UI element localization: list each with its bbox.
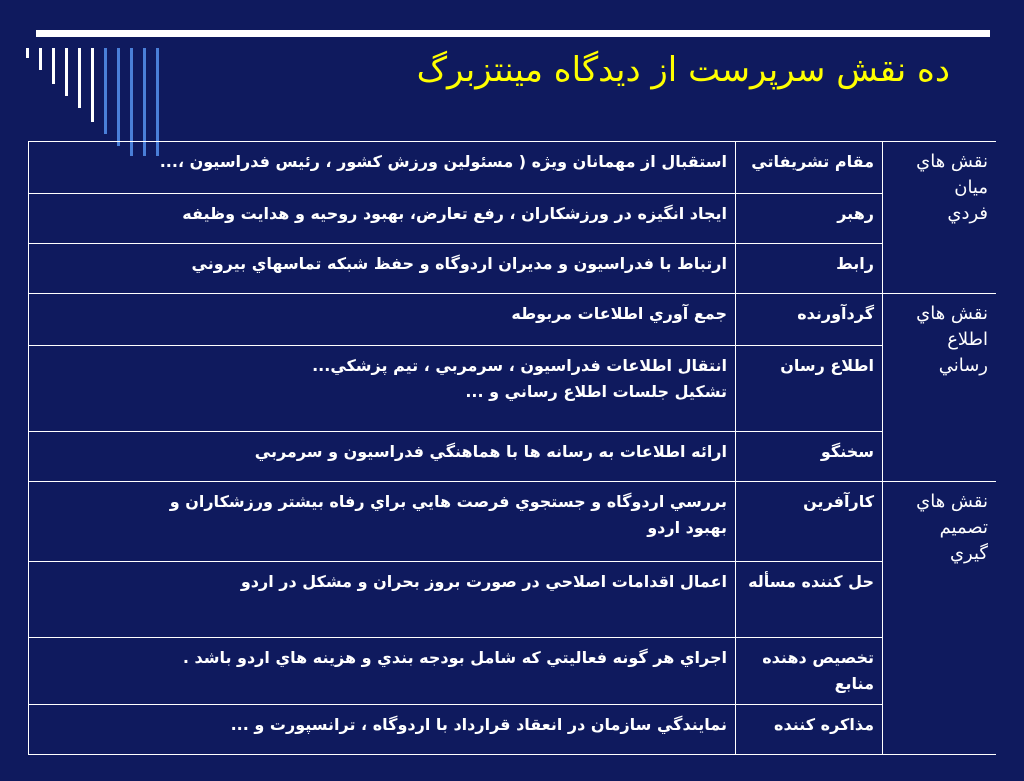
group-label-line: نقش هاي [916, 491, 988, 512]
description-line: بررسي اردوگاه و جستجوي فرصت هايي براي رفاه بيشتر ورزشكاران و [169, 492, 727, 511]
role-name: مقام تشريفاتي [736, 142, 883, 194]
role-name: رهبر [736, 194, 883, 244]
table-row [29, 432, 997, 482]
role-description [29, 142, 736, 194]
stripe [130, 48, 133, 156]
stripe [91, 48, 94, 122]
group-label [883, 294, 997, 482]
description-line: نمايندگي سازمان در انعقاد قرارداد با اردوگاه ، ترانسپورت و ... [230, 715, 727, 734]
description-line: ارائه اطلاعات به رسانه ها با هماهنگي فدراسيون و سرمربي [254, 442, 727, 461]
stripe [117, 48, 120, 146]
group-label-line: گيري [949, 543, 988, 564]
role-description [29, 482, 736, 562]
role-description [29, 705, 736, 755]
role-name: اطلاع رسان [736, 346, 883, 432]
group-label [883, 482, 997, 755]
role-description [29, 346, 736, 432]
role-description [29, 244, 736, 294]
top-rule [36, 30, 990, 37]
description-line: تشكيل جلسات اطلاع رساني و ... [465, 382, 727, 401]
stripe [104, 48, 107, 134]
role-name: كارآفرين [736, 482, 883, 562]
table-row [29, 562, 997, 638]
stripe [143, 48, 146, 156]
table-row [29, 482, 997, 562]
role-description [29, 194, 736, 244]
description-line: اجراي هر گونه فعاليتي كه شامل بودجه بندي و هزينه هاي اردو باشد . [182, 648, 727, 667]
table-row [29, 705, 997, 755]
table-row [29, 346, 997, 432]
table-row [29, 294, 997, 346]
group-label-line: تصميم [939, 517, 988, 538]
group-label-line: نقش هاي [916, 151, 988, 172]
role-description [29, 638, 736, 705]
roles-table-body [29, 142, 997, 755]
roles-table [28, 141, 996, 755]
stripe [52, 48, 55, 84]
role-name: تخصيص دهنده منابع [736, 638, 883, 705]
description-line: ارتباط با فدراسيون و مديران اردوگاه و حفظ شبكه تماسهاي بيروني [191, 254, 727, 273]
stripe [156, 48, 159, 156]
stripe [78, 48, 81, 108]
group-label-line: فردي [947, 203, 988, 224]
group-label-line: ميان [954, 177, 988, 198]
role-name: رابط [736, 244, 883, 294]
role-description [29, 294, 736, 346]
stripe [39, 48, 42, 70]
description-line: جمع آوري اطلاعات مربوطه [511, 304, 727, 323]
slide-title: ده نقش سرپرست از ديدگاه مينتزبرگ [416, 50, 950, 90]
description-line: ايجاد انگيزه در ورزشكاران ، رفع تعارض، بهبود روحيه و هدايت وظيفه [182, 204, 727, 223]
group-label-line: رساني [938, 355, 988, 376]
role-name: گردآورنده [736, 294, 883, 346]
role-name: مذاكره كننده [736, 705, 883, 755]
role-description [29, 562, 736, 638]
table-row [29, 244, 997, 294]
table-row [29, 142, 997, 194]
description-line: بهبود اردو [647, 518, 727, 537]
stripe [26, 48, 29, 58]
role-name: سخنگو [736, 432, 883, 482]
group-label [883, 142, 997, 294]
role-description [29, 432, 736, 482]
table-row [29, 638, 997, 705]
description-line: انتقال اطلاعات فدراسيون ، سرمربي ، تيم پزشكي... [312, 356, 727, 375]
table-row [29, 194, 997, 244]
description-line: اعمال اقدامات اصلاحي در صورت بروز بحران و مشكل در اردو [240, 572, 727, 591]
stripe [65, 48, 68, 96]
roles-table-container [28, 141, 996, 781]
group-label-line: اطلاع [947, 329, 988, 350]
role-name: حل كننده مسأله [736, 562, 883, 638]
description-line: استقبال از مهمانان ويژه ( مسئولين ورزش كشور ، رئيس فدراسيون ،... [159, 152, 727, 171]
group-label-line: نقش هاي [916, 303, 988, 324]
